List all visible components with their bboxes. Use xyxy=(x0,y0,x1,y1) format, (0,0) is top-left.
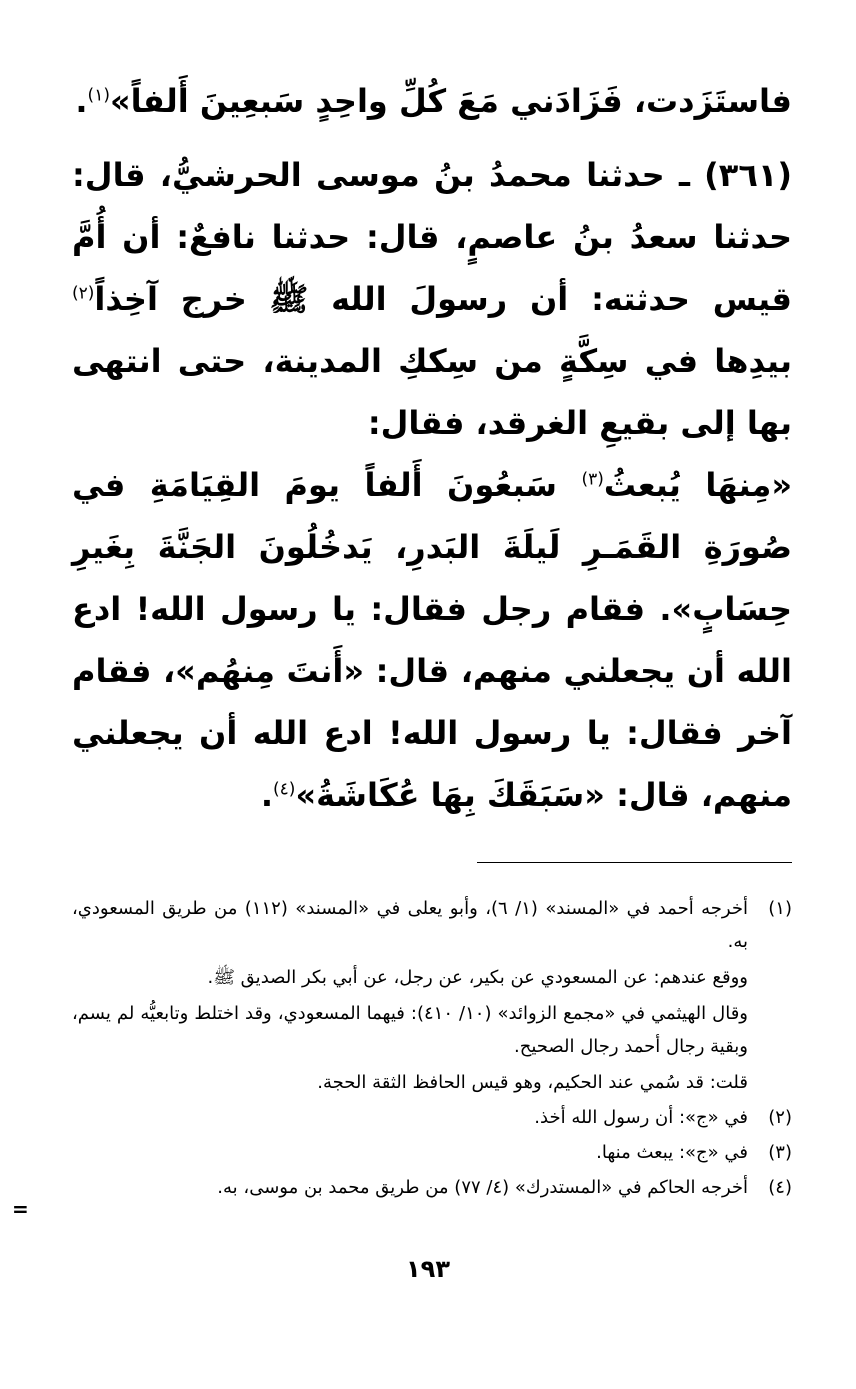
book-page xyxy=(72,70,792,1370)
footnote-number: (٢) xyxy=(768,1107,792,1128)
footnotes xyxy=(72,892,792,1206)
footnote-ref-2[interactable]: (٢) xyxy=(72,283,95,304)
paragraph-hadith-text xyxy=(72,454,792,826)
footnote-body xyxy=(72,892,748,1099)
text-segment: سَبعُونَ أَلفاً يومَ القِيَامَةِ في صُورَةِ القَمَـرِ لَيلَةَ البَدرِ، يَدخُلُونَ الجَنَّةَ بِغَيرِ حِسَابٍ». فقام رجل فقال: يا رسول الله! ادع الله أن يجعلني منهم، قال: «أَنتَ مِنهُم»، فقام آخر فقال: يا رسول الله! ادع الله أن يجعلني منهم، قال: «سَبَقَكَ بِهَا عُكَاشَةُ» xyxy=(72,466,792,814)
continuation-mark: = xyxy=(12,1197,29,1221)
footnote-paragraph: قلت: قد سُمي عند الحكيم، وهو قيس الحافظ الثقة الحجة. xyxy=(317,1072,748,1093)
footnote-number: (٤) xyxy=(768,1177,792,1198)
text-segment: فاستَزَدت، فَزَادَني مَعَ كُلِّ واحِدٍ سَبعِينَ أَلفاً» xyxy=(109,82,792,120)
footnote-divider xyxy=(477,862,792,863)
footnote-4 xyxy=(72,1171,792,1204)
footnote-paragraph: في «ج»: يبعث منها. xyxy=(596,1142,748,1163)
footnote-paragraph: وقال الهيثمي في «مجمع الزوائد» (١٠/ ٤١٠): فيهما المسعودي، وقد اختلط وتابعيُّه لم يسم، وبقية رجال أحمد رجال الصحيح. xyxy=(72,1003,749,1057)
footnote-ref-3[interactable]: (٣) xyxy=(581,469,604,490)
text-segment: «مِنهَا يُبعثُ xyxy=(603,466,793,504)
footnote-body xyxy=(72,1171,748,1204)
text-segment: . xyxy=(75,82,88,120)
footnote-paragraph: ووقع عندهم: عن المسعودي عن بكير، عن رجل، عن أبي بكر الصديق ﷺ. xyxy=(207,967,748,988)
footnote-paragraph: أخرجه الحاكم في «المستدرك» (٤/ ٧٧) من طريق محمد بن موسى، به. xyxy=(217,1177,748,1198)
footnote-ref-4[interactable]: (٤) xyxy=(273,779,296,800)
text-segment: بيدِها في سِكَّةٍ من سِككِ المدينة، حتى انتهى بها إلى بقيعِ الغرقد، فقال: xyxy=(72,342,792,442)
footnote-2 xyxy=(72,1101,792,1134)
hadith-number: (٣٦١) xyxy=(704,156,792,194)
footnote-body xyxy=(72,1101,748,1134)
footnote-paragraph: أخرجه أحمد في «المسند» (١/ ٦)، وأبو يعلى في «المسند» (١١٢) من طريق المسعودي، به. xyxy=(72,898,748,952)
footnote-ref-1[interactable]: (١) xyxy=(87,85,110,106)
paragraph-previous-hadith-end xyxy=(72,70,792,132)
paragraph-hadith-chain xyxy=(72,144,792,454)
text-segment: ـ حدثنا محمدُ بنُ موسى الحرشيُّ، قال: حدثنا سعدُ بنُ عاصمٍ، قال: حدثنا نافعٌ: أن أُمَّ قيس حدثته: أن رسولَ الله ﷺ خرج آخِذاً xyxy=(72,156,792,318)
footnote-3 xyxy=(72,1136,792,1169)
footnote-1 xyxy=(72,892,792,1099)
page-number: ١٩٣ xyxy=(406,1255,450,1283)
main-text xyxy=(72,70,792,826)
footnote-number: (١) xyxy=(768,898,792,919)
text-segment: . xyxy=(260,776,274,814)
footnote-body xyxy=(72,1136,748,1169)
footnote-paragraph: في «ج»: أن رسول الله أخذ. xyxy=(534,1107,748,1128)
footnote-number: (٣) xyxy=(768,1142,792,1163)
